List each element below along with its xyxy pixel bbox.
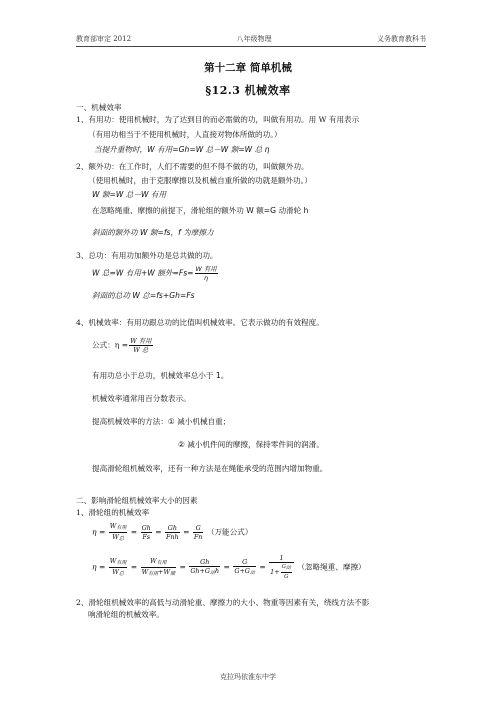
universal-formula: η = $\frac{W_{有用}}{W_总}$ = $\frac{Gh}{Fs}$ = $\frac{Gh}{\text{Fnh}}$ = $\frac{G}{Fn}$ （万能公式） bbox=[92, 522, 253, 542]
useful-work-definition: 1、有用功：使用机械时，为了达到目的而必需做的功，叫做有用功。用 W 有用表示 bbox=[76, 115, 360, 124]
part2-heading: 二、影响滑轮组机械效率大小的因素 bbox=[76, 496, 198, 505]
efficiency-definition: 4、机械效率：有用功跟总功的比值叫机械效率。它表示做功的有效程度。 bbox=[76, 318, 324, 327]
extra-work-definition: 2、额外功：在工作时，人们不需要的但不得不做的功，叫做额外功。 bbox=[76, 162, 309, 171]
efficiency-pulley-method: 提高滑轮组机械效率，还有一种方法是在绳能承受的范围内增加物重。 bbox=[92, 464, 328, 473]
efficiency-methods-1: 提高机械效率的方法：① 减小机械自重； bbox=[92, 417, 231, 426]
ignore-friction-note: （忽略绳重、摩擦） bbox=[297, 562, 366, 572]
section-title: §12.3 机械效率 bbox=[205, 84, 291, 97]
total-work-definition: 3、总功：有用功加额外功是总共做的功。 bbox=[76, 251, 218, 260]
part2-sub2-line1: 2、滑轮组机械效率的高低与动滑轮重、摩擦力的大小、物重等因素有关，绕线方法不影 bbox=[76, 598, 370, 607]
header-right: 义务教育教科书 bbox=[376, 35, 426, 43]
efficiency-formula bbox=[92, 337, 154, 354]
ignore-friction-formula: η = $\frac{W_{有用}}{W_总}$ = $\frac{W_{有用}}{W_{有用}+W_额}$ = $\frac{Gh}{Gh+G_动h}$ = $\frac{G}{G+G_动}$ = 1 1+ $\frac{G_动}{G}$ （忽略绳重、摩擦） bbox=[92, 554, 366, 580]
header-center: 八年级物理 bbox=[236, 35, 272, 43]
extra-work-incline: 斜面的额外功 W 额=fs，f 为摩擦力 bbox=[92, 228, 214, 237]
total-work-incline: 斜面的总功 W 总=fs+Gh=Fs bbox=[92, 291, 195, 300]
efficiency-methods-2: ② 减小机件间的摩擦，保持零件间的润滑。 bbox=[178, 440, 324, 449]
efficiency-formula-label: 公式：η = bbox=[92, 340, 129, 350]
fraction-denominator: η bbox=[204, 274, 209, 282]
page-header bbox=[76, 34, 426, 47]
fraction-numerator: W 有用 bbox=[130, 337, 152, 345]
header-left: 教育部审定 2012 bbox=[76, 35, 132, 43]
chapter-title: 第十二章 简单机械 bbox=[204, 62, 292, 74]
extra-work-formula: W 额=W 总－W 有用 bbox=[92, 190, 167, 199]
fraction-numerator: W 有用 bbox=[195, 265, 217, 273]
useful-work-formula: 当提升重物时，W 有用=Gh=W 总－W 额=W 总 η bbox=[94, 145, 270, 154]
fraction-denominator: W 总 bbox=[133, 346, 149, 354]
efficiency-less-than-one: 有用功总小于总功，机械效率总小于 1。 bbox=[92, 371, 229, 380]
total-work-formula-lhs: W 总=W 有用+W 额外=Fs= bbox=[92, 268, 194, 278]
total-work-fraction bbox=[195, 265, 218, 282]
total-work-formula bbox=[92, 265, 219, 282]
part2-sub1: 1、滑轮组的机械效率 bbox=[76, 508, 150, 517]
page-footer: 克拉玛依淮东中学 bbox=[220, 673, 276, 681]
efficiency-fraction bbox=[129, 337, 152, 354]
part2-sub2-line2: 响滑轮组的机械效率。 bbox=[88, 610, 164, 619]
efficiency-percent: 机械效率通常用百分数表示。 bbox=[92, 394, 191, 403]
useful-work-note: （有用功相当于不使用机械时，人直接对物体所做的功。） bbox=[88, 130, 282, 139]
extra-work-note: （使用机械时，由于克服摩擦以及机械自重所做的功就是额外功。） bbox=[88, 176, 313, 185]
part1-heading: 一、机械效率 bbox=[76, 103, 122, 112]
extra-work-pulley: 在忽略绳重、摩擦的前提下，滑轮组的额外功 W 额=G 动滑轮 h bbox=[92, 206, 309, 215]
universal-formula-note: （万能公式） bbox=[206, 527, 253, 537]
